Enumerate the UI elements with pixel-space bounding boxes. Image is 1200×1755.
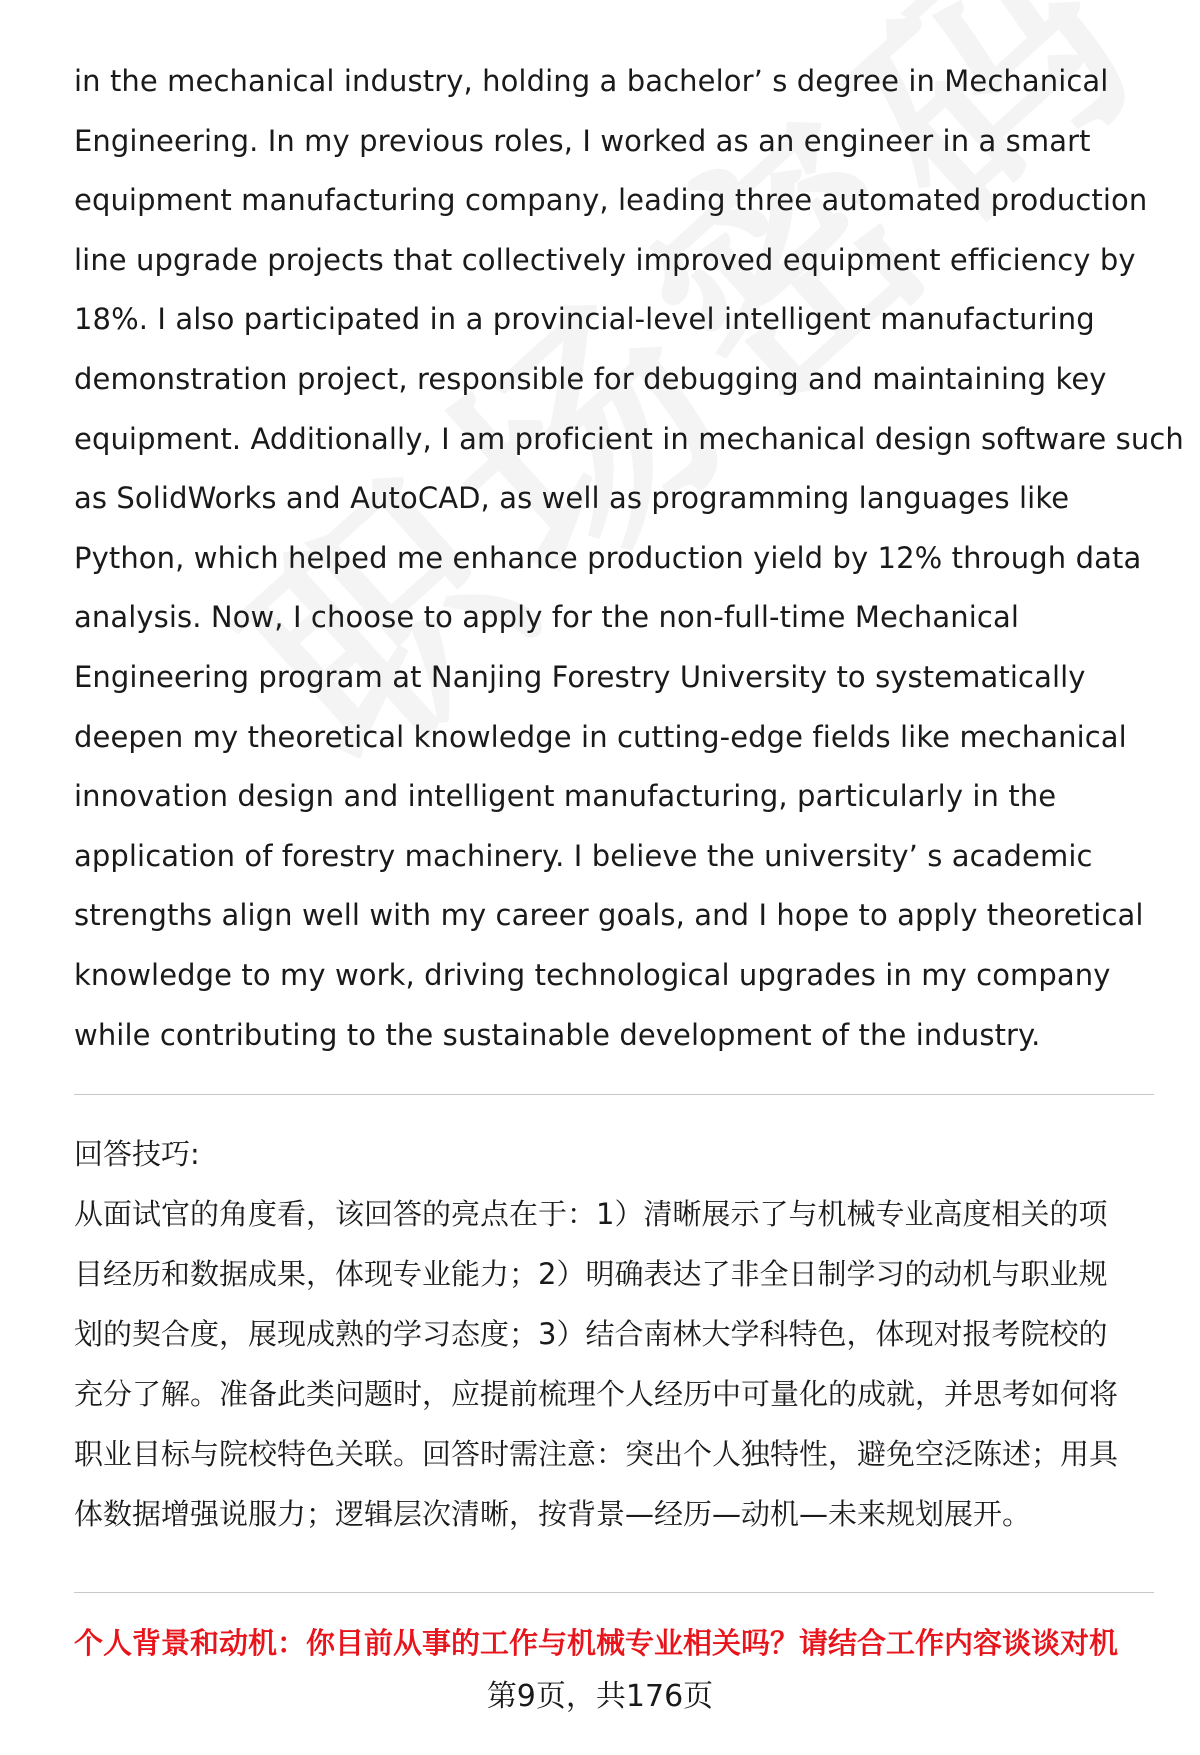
answer-line: as SolidWorks and AutoCAD, as well as programming languages like (74, 481, 1070, 516)
answer-line: deepen my theoretical knowledge in cutting-edge fields like mechanical (74, 719, 1127, 754)
answer-line: Python, which helped me enhance production yield by 12% through data (74, 540, 1142, 575)
answer-line: 18%. I also participated in a provincial-level intelligent manufacturing (74, 302, 1095, 337)
answer-line: analysis. Now, I choose to apply for the non-full-time Mechanical (74, 600, 1019, 635)
answer-line: equipment. Additionally, I am proficient in mechanical design software such (74, 421, 1184, 456)
tips-line: 体数据增强说服力；逻辑层次清晰，按背景—经历—动机—未来规划展开。 (74, 1497, 1032, 1531)
page-footer: 第9页，共176页 (486, 1679, 714, 1714)
answer-paragraph (74, 52, 1184, 1065)
answer-line: equipment manufacturing company, leading three automated production (74, 183, 1148, 218)
answer-line: Engineering program at Nanjing Forestry University to systematically (74, 659, 1086, 694)
next-question-heading: 个人背景和动机：你目前从事的工作与机械专业相关吗？请结合工作内容谈谈对机 (74, 1626, 1119, 1660)
tips-body (74, 1184, 1154, 1544)
answer-line: Engineering. In my previous roles, I worked as an engineer in a smart (74, 123, 1091, 158)
section-divider (74, 1592, 1154, 1593)
answer-line: innovation design and intelligent manufacturing, particularly in the (74, 779, 1057, 814)
answer-line: knowledge to my work, driving technological upgrades in my company (74, 957, 1111, 992)
tips-line: 划的契合度，展现成熟的学习态度；3）结合南林大学科特色，体现对报考院校的 (74, 1317, 1108, 1351)
answer-tips-section (74, 1124, 1154, 1544)
answer-line: while contributing to the sustainable development of the industry. (74, 1017, 1041, 1052)
section-divider (74, 1094, 1154, 1095)
tips-line: 充分了解。准备此类问题时，应提前梳理个人经历中可量化的成就，并思考如何将 (74, 1377, 1119, 1411)
answer-line: strengths align well with my career goals, and I hope to apply theoretical (74, 898, 1144, 933)
answer-line: demonstration project, responsible for debugging and maintaining key (74, 361, 1107, 396)
tips-line: 从面试官的角度看，该回答的亮点在于：1）清晰展示了与机械专业高度相关的项 (74, 1197, 1108, 1231)
answer-line: application of forestry machinery. I believe the university’ s academic (74, 838, 1093, 873)
tips-line: 职业目标与院校特色关联。回答时需注意：突出个人独特性，避免空泛陈述；用具 (74, 1437, 1119, 1471)
tips-heading: 回答技巧: (74, 1137, 200, 1171)
tips-line: 目经历和数据成果，体现专业能力；2）明确表达了非全日制学习的动机与职业规 (74, 1257, 1108, 1291)
answer-line: line upgrade projects that collectively improved equipment efficiency by (74, 242, 1136, 277)
answer-line: in the mechanical industry, holding a bachelor’ s degree in Mechanical (74, 64, 1109, 98)
